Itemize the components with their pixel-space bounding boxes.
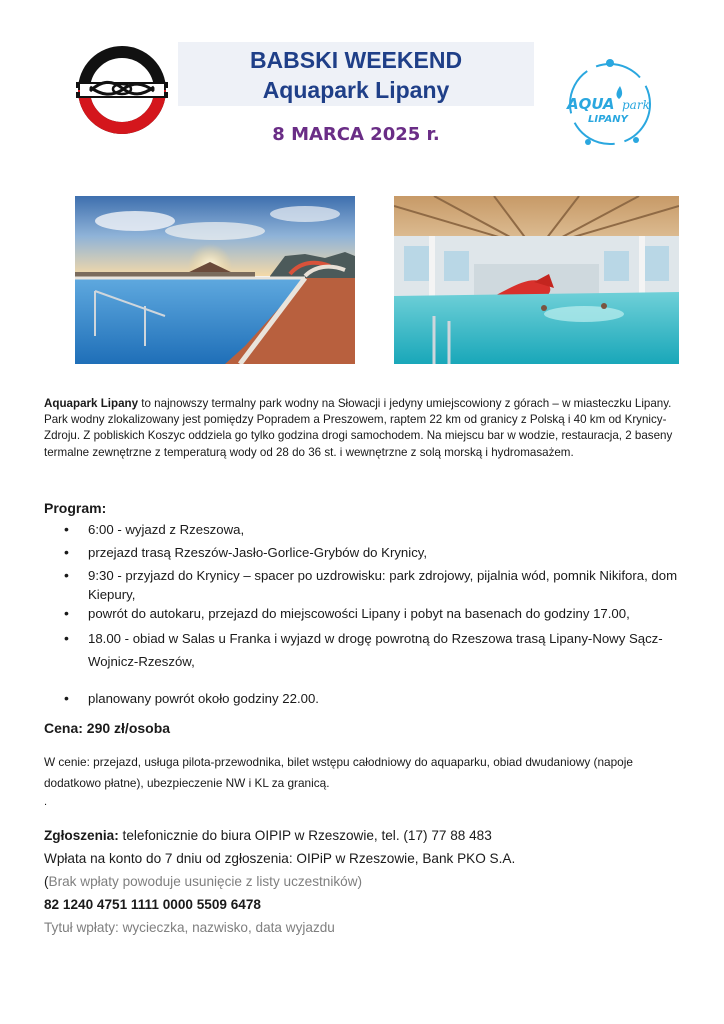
intro-lead: Aquapark Lipany — [44, 397, 139, 410]
payment-title: Tytuł wpłaty: wycieczka, nazwisko, data wyjazdu — [44, 920, 335, 935]
indoor-pool-photo — [394, 196, 679, 364]
price-includes: W cenie: przejazd, usługa pilota-przewodnika, bilet wstępu całodniowy do aquaparku, obiad dwudaniowy (napoje dodatkowo płatne), ubezpieczenie NW i KL za granicą. — [44, 755, 633, 790]
event-date: 8 MARCA 2025 r. — [272, 124, 440, 145]
event-subtitle: Aquapark Lipany — [262, 77, 450, 103]
program-item-5: • 18.00 - obiad w Salas u Franka i wyjazd w drogę powrotną do Rzeszowa trasą Lipany-Nowy Sącz-Wojnicz-Rzeszów, — [44, 627, 684, 673]
application-label: Zgłoszenia: — [44, 828, 119, 843]
event-title: BABSKI WEEKEND — [249, 47, 463, 73]
outdoor-pool-photo — [75, 196, 355, 364]
bank-account-number: 82 1240 4751 1111 0000 5509 6478 — [44, 897, 261, 912]
payment-info: Wpłata na konto do 7 dniu od zgłoszenia: OIPiP w Rzeszowie, Bank PKO S.A. — [44, 851, 516, 866]
program-item-3: • 9:30 - przyjazd do Krynicy – spacer po uzdrowisku: park zdrojowy, pijalnia wód, pomnik Nikifora, dom Kiepury, — [44, 566, 684, 604]
title-banner — [178, 42, 534, 106]
application-line — [44, 824, 684, 847]
aquapark-logo-aqua: AQUA — [567, 95, 615, 113]
aquapark-logo — [562, 56, 658, 152]
program-item-6: • planowany powrót około godziny 22.00. — [44, 689, 684, 708]
intro-text: to najnowszy termalny park wodny na Słowacji i jedyny umiejscowiony z górach – w miasteczku Lipany. Park wodny zlokalizowany jest pomiędzy Popradem a Preszowem, raptem 22 km od granicy z Polską i 40 km od Krynicy-Zdroju. Z pobliskich Koszyc oddziela go tylko godzina drogi samochodem. Na miejscu bar w wodzie, restauracja, 2 baseny termalne zewnętrzne z temperaturą wody od 28 do 36 st. i wewnętrzne z solą morską i hydromasażem. — [44, 397, 673, 459]
aquapark-logo-lipany: LIPANY — [588, 114, 628, 125]
application-phone: telefonicznie do biura OIPIP w Rzeszowie, tel. (17) 77 88 483 — [118, 828, 492, 843]
application-section — [44, 824, 684, 939]
program-item-1: • 6:00 - wyjazd z Rzeszowa, — [44, 520, 684, 539]
payment-warning-open: ( — [44, 874, 49, 889]
program-item-4: • powrót do autokaru, przejazd do miejscowości Lipany i pobyt na basenach do godziny 17.00, — [44, 604, 684, 623]
aquapark-logo-park: park — [622, 98, 650, 112]
organization-logo — [76, 44, 168, 136]
intro-paragraph — [44, 396, 680, 461]
payment-warning — [44, 870, 684, 893]
price-label: Cena: 290 zł/osoba — [44, 720, 171, 736]
separator-dot: . — [44, 796, 48, 808]
program-list — [44, 520, 684, 708]
payment-warning-text: Brak wpłaty powoduje usunięcie z listy uczestników) — [48, 874, 363, 889]
program-heading: Program: — [44, 500, 107, 516]
program-item-2: • przejazd trasą Rzeszów-Jasło-Gorlice-Grybów do Krynicy, — [44, 543, 684, 562]
